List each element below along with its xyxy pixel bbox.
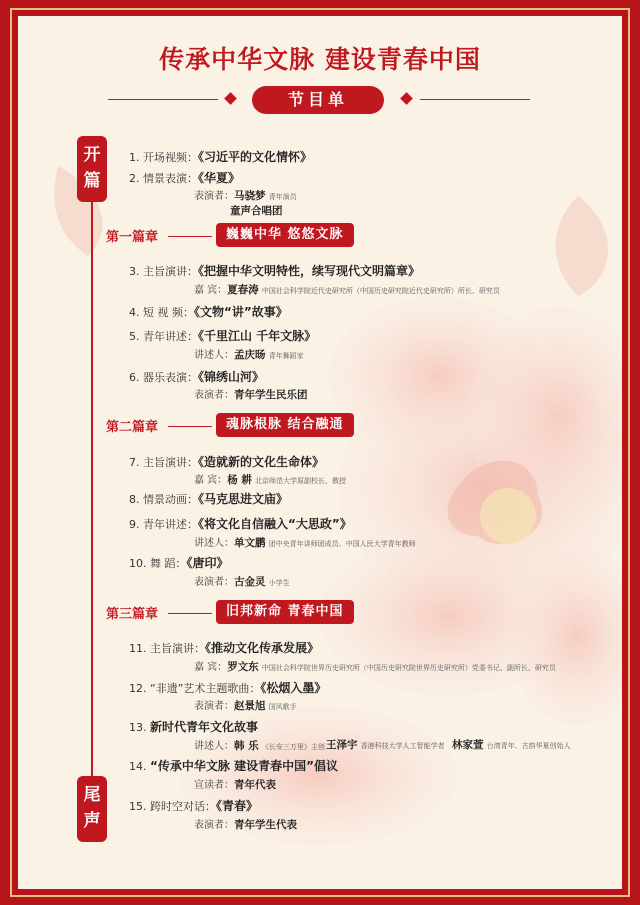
performer-note: 中国社会科学院近代史研究所（中国历史研究院近代史研究所）所长、研究员 <box>261 287 500 295</box>
performer-line <box>194 776 276 792</box>
performer-line <box>194 386 308 402</box>
program-item <box>129 639 319 656</box>
performer-line <box>194 697 297 713</box>
performer-name: 青年学生代表 <box>234 819 297 831</box>
performer-line <box>194 534 416 550</box>
chapter-divider <box>168 426 212 427</box>
chapter-theme: 巍巍中华 悠悠文脉 <box>216 223 354 247</box>
program-item <box>129 169 240 186</box>
item-number: 6. <box>129 371 140 384</box>
closing-tab: 尾声 <box>77 776 107 842</box>
timeline-line <box>91 136 93 836</box>
performer-name: 罗文东 <box>227 661 259 673</box>
item-number: 13. <box>129 721 147 734</box>
item-number: 4. <box>129 306 140 319</box>
item-title: 《青春》 <box>216 799 259 813</box>
item-number: 2. <box>129 172 140 185</box>
role-label: 表演者： <box>194 820 234 831</box>
performer-note: 团中央青年讲师团成员、中国人民大学青年教师 <box>268 540 416 548</box>
performer-name: 单文鹏 <box>234 537 266 549</box>
performer-note: 香港科技大学人工智能学者 <box>360 742 445 750</box>
item-number: 3. <box>129 265 140 278</box>
performer-line <box>194 737 325 753</box>
item-title: 《将文化自信融入“大思政”》 <box>198 517 352 531</box>
performer-name: 夏春涛 <box>227 284 259 296</box>
program-item <box>129 797 258 814</box>
performer-line <box>452 737 571 752</box>
role-label: 表演者： <box>194 390 234 401</box>
item-title: 《华夏》 <box>198 171 241 185</box>
performer-line <box>194 187 297 203</box>
performer-name: 青年学生民乐团 <box>234 389 308 401</box>
performer-note: 《长安三万里》主创 <box>261 743 325 751</box>
item-type: 主旨演讲： <box>143 265 198 278</box>
item-title: 《造就新的文化生命体》 <box>198 455 325 469</box>
opening-tab: 开篇 <box>77 136 107 202</box>
performer-name: 韩 乐 <box>234 740 259 752</box>
item-number: 11. <box>129 642 147 655</box>
item-type: “非遗”艺术主题歌曲： <box>150 682 261 695</box>
role-label: 嘉 宾： <box>194 285 228 296</box>
item-title: 《锦绣山河》 <box>198 370 265 384</box>
performer-note: 青年舞蹈家 <box>268 352 304 360</box>
program-item <box>129 554 229 571</box>
program-item <box>129 368 264 385</box>
program-item <box>129 490 288 507</box>
item-title: 《文物“讲”故事》 <box>194 305 288 319</box>
performer-line <box>194 281 500 297</box>
item-number: 15. <box>129 800 147 813</box>
item-title: 《千里江山 千年文脉》 <box>198 329 317 343</box>
chapter-label: 第三篇章 <box>106 607 159 622</box>
item-title: 《习近平的文化情怀》 <box>198 150 313 164</box>
page-title: 传承中华文脉 建设青春中国 <box>159 45 481 74</box>
role-label: 讲述人： <box>194 538 234 549</box>
performer-line <box>194 346 304 362</box>
role-label: 嘉 宾： <box>194 662 228 673</box>
performer-note: 北京师范大学原副校长、教授 <box>255 477 347 485</box>
item-number: 12. <box>129 682 147 695</box>
role-label: 讲述人： <box>194 350 234 361</box>
performer-name: 林家萱 <box>452 739 484 751</box>
item-type: 情景表演： <box>143 172 198 185</box>
performer-line <box>230 203 283 218</box>
performer-name: 赵景旭 <box>234 700 266 712</box>
title-divider-right <box>420 99 530 100</box>
item-type: 主旨演讲： <box>143 456 198 469</box>
performer-note: 台湾青年、古韵华夏创始人 <box>486 742 571 750</box>
item-title: 《推动文化传承发展》 <box>205 641 320 655</box>
item-title: 《松烟入墨》 <box>260 681 327 695</box>
performer-name: 杨 耕 <box>227 474 252 486</box>
performer-note: 小学生 <box>268 579 290 587</box>
item-type: 舞 蹈： <box>150 557 187 570</box>
item-type: 短 视 频： <box>143 306 194 319</box>
item-number: 10. <box>129 557 147 570</box>
performer-note: 国风歌手 <box>268 703 297 711</box>
chapter-theme: 魂脉根脉 结合融通 <box>216 413 354 437</box>
performer-line <box>326 737 445 752</box>
performer-name: 孟庆旸 <box>234 349 266 361</box>
program-item <box>129 757 338 774</box>
item-number: 5. <box>129 330 140 343</box>
item-title: 《马克思进文庙》 <box>198 492 289 506</box>
title-divider-left <box>108 99 218 100</box>
chapter-divider <box>168 236 212 237</box>
item-title: “传承中华文脉 建设青春中国”倡议 <box>150 759 338 773</box>
role-label: 嘉 宾： <box>194 475 228 486</box>
chapter-label: 第二篇章 <box>106 420 159 435</box>
item-type: 主旨演讲： <box>150 642 205 655</box>
item-number: 14. <box>129 760 147 773</box>
role-label: 讲述人： <box>194 741 234 752</box>
performer-line <box>194 658 556 674</box>
item-type: 器乐表演： <box>143 371 198 384</box>
role-label: 表演者： <box>194 191 234 202</box>
program-item <box>129 718 258 735</box>
program-item <box>129 262 420 279</box>
performer-name: 青年代表 <box>234 779 276 791</box>
performer-note: 中国社会科学院世界历史研究所（中国历史研究院世界历史研究所）党委书记、副所长、研究员 <box>261 664 556 672</box>
performer-name: 童声合唱团 <box>230 205 283 217</box>
performer-name: 古金灵 <box>234 576 266 588</box>
performer-name: 王泽宇 <box>326 739 358 751</box>
program-item <box>129 148 312 165</box>
item-number: 7. <box>129 456 140 469</box>
item-type: 青年讲述： <box>143 518 198 531</box>
item-type: 开场视频： <box>143 151 198 164</box>
program-item <box>129 679 326 696</box>
performer-note: 青年演员 <box>268 193 297 201</box>
item-type: 跨时空对话： <box>150 800 216 813</box>
program-item <box>129 515 352 532</box>
item-type: 情景动画： <box>143 493 198 506</box>
role-label: 表演者： <box>194 701 234 712</box>
program-item <box>129 303 288 320</box>
performer-line <box>194 573 290 589</box>
item-title: 《唐印》 <box>186 556 229 570</box>
program-item <box>129 453 324 470</box>
performer-name: 马骁梦 <box>234 190 266 202</box>
item-title: 新时代青年文化故事 <box>150 720 259 734</box>
performer-line <box>194 471 346 487</box>
item-type: 青年讲述： <box>143 330 198 343</box>
item-number: 9. <box>129 518 140 531</box>
role-label: 表演者： <box>194 577 234 588</box>
performer-line <box>194 816 297 832</box>
item-title: 《把握中华文明特性，续写现代文明篇章》 <box>198 264 421 278</box>
chapter-label: 第一篇章 <box>106 230 159 245</box>
chapter-theme: 旧邦新命 青春中国 <box>216 600 354 624</box>
program-banner: 节目单 <box>252 86 384 114</box>
program-item <box>129 327 316 344</box>
item-number: 1. <box>129 151 140 164</box>
role-label: 宣读者： <box>194 780 234 791</box>
chapter-divider <box>168 613 212 614</box>
item-number: 8. <box>129 493 140 506</box>
